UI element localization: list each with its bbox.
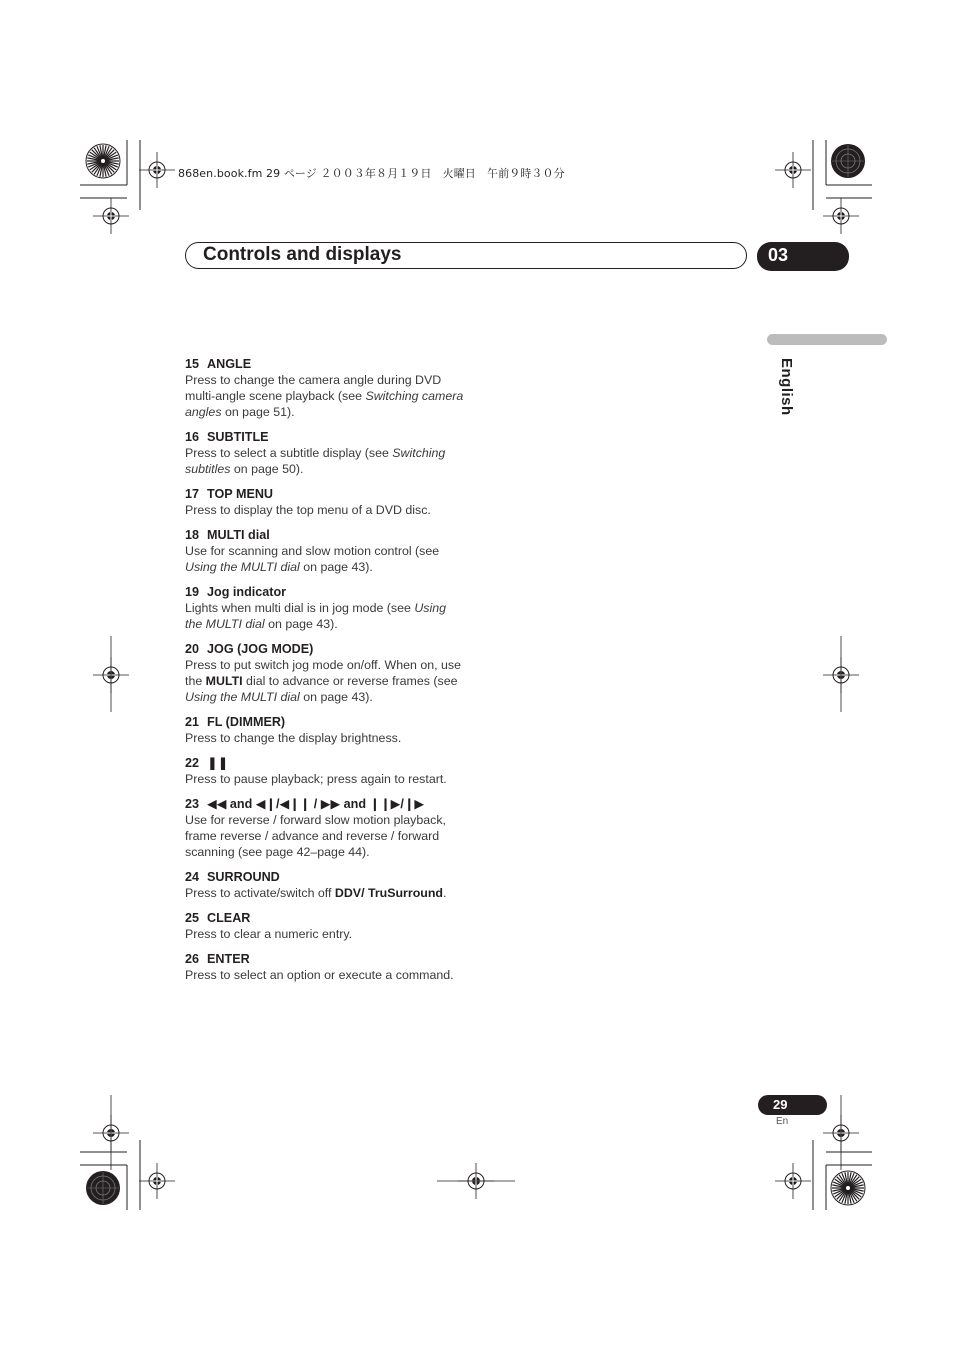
section-title: Controls and displays xyxy=(203,244,402,265)
description-text: Press to clear a numeric entry. xyxy=(185,927,353,941)
control-item-title: ENTER xyxy=(207,952,250,966)
description-text: Use for scanning and slow motion control (see xyxy=(185,544,440,558)
control-item-heading xyxy=(185,641,465,657)
control-item-title: TOP MENU xyxy=(207,487,274,501)
control-item-title: CLEAR xyxy=(207,911,251,925)
control-item-title: ❚❚ xyxy=(207,756,229,770)
control-item-number: 16 xyxy=(185,430,200,444)
description-text: on page 51). xyxy=(221,405,295,419)
chapter-number: 03 xyxy=(768,245,789,265)
control-item xyxy=(185,641,465,705)
control-item xyxy=(185,910,465,942)
description-reference: Using the MULTI dial xyxy=(185,601,447,631)
description-reference: Using the MULTI dial xyxy=(185,560,300,574)
control-item-heading xyxy=(185,584,465,600)
control-item-title: ANGLE xyxy=(207,357,252,371)
control-item-heading xyxy=(185,869,465,885)
control-item-number: 25 xyxy=(185,911,200,925)
description-bold: MULTI xyxy=(205,674,243,688)
description-text: on page 43). xyxy=(299,690,373,704)
page-number-badge xyxy=(758,1095,827,1115)
language-tab-label: English xyxy=(778,358,795,416)
control-item-heading xyxy=(185,527,465,543)
control-item xyxy=(185,755,465,787)
description-text: dial to advance or reverse frames (see xyxy=(242,674,458,688)
control-item-number: 21 xyxy=(185,715,200,729)
description-text: Press to change the display brightness. xyxy=(185,731,402,745)
control-item-description xyxy=(185,812,465,860)
control-item-title: Jog indicator xyxy=(207,585,287,599)
page-language: En xyxy=(776,1116,789,1127)
control-item-heading xyxy=(185,796,465,812)
control-item-number: 19 xyxy=(185,585,200,599)
description-text: . xyxy=(442,886,447,900)
description-text: Press to select a subtitle display (see xyxy=(185,446,393,460)
control-item-heading xyxy=(185,429,465,445)
control-item-description xyxy=(185,885,465,901)
control-item-number: 26 xyxy=(185,952,200,966)
control-item-number: 15 xyxy=(185,357,200,371)
description-text: Press to put switch jog mode on/off. When on, use the xyxy=(185,658,461,688)
control-item-number: 18 xyxy=(185,528,200,542)
control-item xyxy=(185,951,465,983)
control-item-description xyxy=(185,730,465,746)
description-reference: Using the MULTI dial xyxy=(185,690,300,704)
description-text: Press to display the top menu of a DVD disc. xyxy=(185,503,431,517)
description-text: Press to activate/switch off xyxy=(185,886,335,900)
description-text: Press to pause playback; press again to restart. xyxy=(185,772,447,786)
control-item-heading xyxy=(185,486,465,502)
control-item-title: JOG (JOG MODE) xyxy=(207,642,314,656)
description-reference: Switching camera angles xyxy=(185,389,464,419)
control-item-number: 23 xyxy=(185,797,200,811)
control-item xyxy=(185,356,465,420)
control-item-description xyxy=(185,543,465,575)
control-item-description xyxy=(185,445,465,477)
control-item-heading xyxy=(185,951,465,967)
print-header-meta: 868en.book.fm 29 ページ ２００３年８月１９日 火曜日 午前９時３０分 xyxy=(178,167,565,180)
control-item xyxy=(185,527,465,575)
control-item-title: SUBTITLE xyxy=(207,430,269,444)
control-item-description xyxy=(185,657,465,705)
language-tab-bar xyxy=(767,334,887,345)
description-text: on page 43). xyxy=(264,617,338,631)
description-text: on page 43). xyxy=(299,560,373,574)
control-item-heading xyxy=(185,714,465,730)
control-item-heading xyxy=(185,356,465,372)
control-item xyxy=(185,796,465,860)
control-item xyxy=(185,486,465,518)
description-text: Lights when multi dial is in jog mode (see xyxy=(185,601,415,615)
control-item-number: 22 xyxy=(185,756,200,770)
description-text: Use for reverse / forward slow motion playback, frame reverse / advance and reverse / forward scanning (see page 42–page 44). xyxy=(185,813,446,859)
control-item-title: FL (DIMMER) xyxy=(207,715,286,729)
control-item-number: 24 xyxy=(185,870,200,884)
control-item-description xyxy=(185,502,465,518)
control-item-description xyxy=(185,967,465,983)
control-item-number: 17 xyxy=(185,487,200,501)
control-item xyxy=(185,584,465,632)
description-text: Press to change the camera angle during DVD multi-angle scene playback (see xyxy=(185,373,442,403)
control-item-title: ◀◀ and ◀❙/◀❙❙ / ▶▶ and ❙❙▶/❙▶ xyxy=(207,797,425,811)
control-item-description xyxy=(185,771,465,787)
control-item-description xyxy=(185,372,465,420)
description-reference: Switching subtitles xyxy=(185,446,446,476)
control-item-title: SURROUND xyxy=(207,870,280,884)
control-item-title: MULTI dial xyxy=(207,528,270,542)
control-item-heading xyxy=(185,910,465,926)
control-item-number: 20 xyxy=(185,642,200,656)
page-number: 29 xyxy=(773,1097,788,1112)
control-item xyxy=(185,869,465,901)
controls-list xyxy=(185,356,465,992)
control-item xyxy=(185,429,465,477)
control-item-description xyxy=(185,926,465,942)
control-item xyxy=(185,714,465,746)
control-item-heading xyxy=(185,755,465,771)
control-item-description xyxy=(185,600,465,632)
description-text: on page 50). xyxy=(230,462,304,476)
description-text: Press to select an option or execute a command. xyxy=(185,968,454,982)
description-bold: DDV/ TruSurround xyxy=(334,886,443,900)
